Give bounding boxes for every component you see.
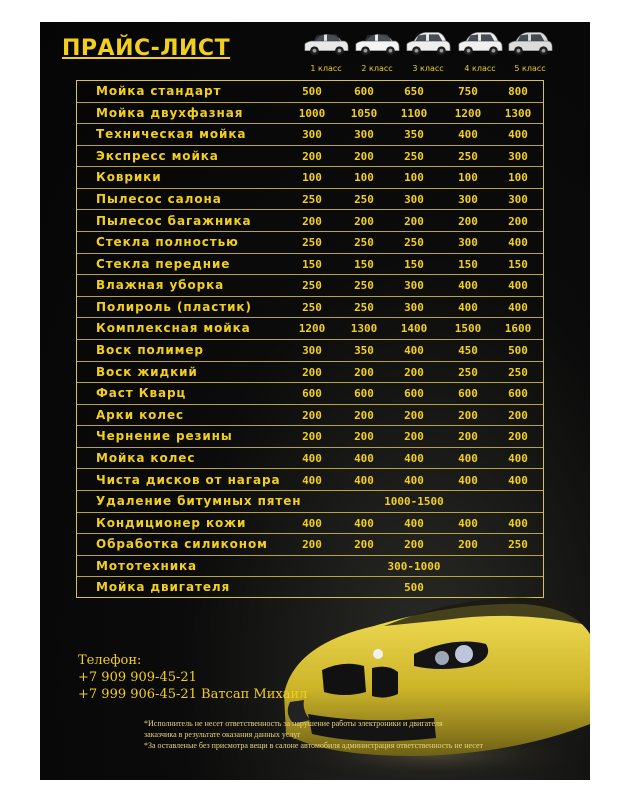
price-row [77,362,543,384]
price-row [77,211,543,233]
price-cell: 200 [404,365,424,379]
price-cell: 400 [508,516,528,530]
service-name: Комплексная мойка [96,321,251,336]
price-row [77,534,543,556]
class-label: 5 класс [514,64,546,73]
service-name: Экспресс мойка [96,148,219,163]
price-cell: 400 [458,451,478,465]
price-cell: 150 [404,257,424,271]
price-row [77,513,543,535]
price-cell: 300 [508,149,528,163]
price-cell: 400 [458,128,478,142]
price-cell: 200 [458,214,478,228]
price-cell: 400 [404,451,424,465]
price-cell: 300 [404,300,424,314]
price-cell: 300 [458,236,478,250]
price-cell: 200 [404,408,424,422]
suv-icon [456,28,504,58]
price-cell: 300 [458,192,478,206]
price-cell: 300 [508,192,528,206]
price-row [77,383,543,405]
price-cell: 100 [354,171,374,185]
price-cell: 1400 [400,322,428,336]
price-cell: 250 [508,365,528,379]
price-cell: 200 [354,365,374,379]
price-cell: 400 [508,451,528,465]
price-range: 500 [404,581,424,595]
price-cell: 200 [302,149,322,163]
service-name: Арки колес [96,407,185,422]
class-column [300,26,352,78]
price-cell: 300 [302,128,322,142]
price-cell: 100 [302,171,322,185]
price-cell: 400 [458,279,478,293]
price-cell: 1050 [350,106,378,120]
price-cell: 250 [404,236,424,250]
price-cell: 650 [404,85,424,98]
price-range: 300-1000 [387,559,441,573]
service-name: Коврики [96,170,162,185]
price-cell: 400 [404,473,424,487]
price-cell: 400 [508,300,528,314]
price-cell: 600 [302,387,322,401]
price-cell: 600 [404,387,424,401]
price-row [77,254,543,276]
price-cell: 600 [508,387,528,401]
price-row [77,167,543,189]
price-cell: 600 [354,387,374,401]
phone-number-1[interactable]: +7 909 909-45-21 [78,670,197,685]
price-cell: 150 [354,257,374,271]
price-cell: 250 [458,149,478,163]
price-cell: 150 [508,257,528,271]
sedan-icon [353,28,401,58]
price-cell: 400 [354,473,374,487]
price-cell: 200 [354,538,374,552]
price-cell: 100 [404,171,424,185]
service-name: Мойка колес [96,450,196,465]
page-title: ПРАЙС-ЛИСТ [62,36,231,61]
sedan-icon [302,28,350,58]
price-cell: 400 [302,473,322,487]
price-row [77,340,543,362]
service-name: Мойка двигателя [96,580,231,595]
price-row [77,275,543,297]
price-cell: 200 [404,538,424,552]
price-cell: 250 [458,365,478,379]
service-name: Мойка стандарт [96,84,222,98]
service-name: Мототехника [96,558,198,573]
price-cell: 400 [404,344,424,357]
price-cell: 100 [508,171,528,185]
price-cell: 200 [458,408,478,422]
phone-number-2[interactable]: +7 999 906-45-21 Ватсап Михаил [78,687,308,702]
service-name: Влажная уборка [96,278,225,293]
service-name: Техническая мойка [96,127,247,142]
price-cell: 200 [458,538,478,552]
service-name: Пылесос салона [96,191,222,206]
service-name: Воск жидкий [96,364,198,379]
price-cell: 1000 [298,106,326,120]
price-cell: 400 [354,451,374,465]
price-cell: 400 [354,516,374,530]
price-cell: 300 [302,344,322,357]
class-label: 2 класс [361,64,393,73]
class-column [402,26,454,78]
price-cell: 250 [354,300,374,314]
service-name: Мойка двухфазная [96,105,244,120]
price-cell: 100 [458,171,478,185]
price-cell: 1500 [454,322,482,336]
price-cell: 200 [354,430,374,444]
price-cell: 350 [404,128,424,142]
class-column [351,26,403,78]
service-name: Воск полимер [96,343,204,357]
price-row [77,426,543,448]
price-cell: 400 [458,300,478,314]
price-row [77,146,543,168]
price-range: 1000-1500 [384,495,444,509]
service-name: Стекла полностью [96,235,239,250]
price-cell: 600 [354,85,374,98]
price-row [77,491,543,513]
price-cell: 400 [508,473,528,487]
service-name: Фаст Кварц [96,386,187,401]
class-label: 3 класс [412,64,444,73]
price-cell: 400 [458,473,478,487]
price-row [77,470,543,492]
price-cell: 200 [404,214,424,228]
price-cell: 750 [458,85,478,98]
price-cell: 200 [354,408,374,422]
price-cell: 300 [354,128,374,142]
price-cell: 250 [302,279,322,293]
service-name: Стекла передние [96,256,231,271]
price-cell: 150 [302,257,322,271]
price-row [77,124,543,146]
price-cell: 400 [302,451,322,465]
contacts-block [78,652,307,703]
price-cell: 1300 [504,106,532,120]
service-name: Удаление битумных пятен [96,494,302,509]
price-cell: 400 [508,236,528,250]
price-cell: 400 [404,516,424,530]
suv-icon [404,28,452,58]
service-name: Пылесос багажника [96,213,252,228]
service-name: Обработка силиконом [96,537,268,552]
price-cell: 300 [404,192,424,206]
price-cell: 600 [458,387,478,401]
price-row [77,81,543,103]
price-cell: 200 [404,430,424,444]
price-cell: 1200 [454,106,482,120]
service-name: Чернение резины [96,429,233,444]
price-cell: 200 [508,408,528,422]
price-cell: 500 [508,344,528,357]
price-cell: 250 [354,279,374,293]
price-cell: 150 [458,257,478,271]
price-row [77,318,543,340]
price-cell: 200 [508,430,528,444]
price-cell: 200 [354,149,374,163]
price-cell: 200 [302,538,322,552]
price-cell: 400 [302,516,322,530]
price-cell: 400 [508,128,528,142]
price-cell: 400 [458,516,478,530]
note-line: *За оставленые без присмотра вещи в салоне автомобиля администрация ответственность не несет [144,741,483,750]
service-name: Чиста дисков от нагара [96,472,281,487]
price-table [76,80,544,598]
price-cell: 1200 [298,322,326,336]
price-cell: 200 [508,214,528,228]
note-line: *Исполнитель не несет ответственность за нарушение работы электроники и двигателя [144,719,443,728]
class-column [454,26,506,78]
price-cell: 200 [302,214,322,228]
disclaimer-notes [144,718,584,751]
phone-label: Телефон: [78,653,142,668]
note-line: заказчика в результате оказания данных услуг [144,730,301,739]
service-name: Полироль (пластик) [96,299,252,314]
price-cell: 450 [458,344,478,357]
class-label: 4 класс [464,64,496,73]
suv-icon [506,28,554,58]
price-cell: 250 [404,149,424,163]
price-cell: 250 [354,236,374,250]
price-cell: 800 [508,85,528,98]
price-cell: 300 [404,279,424,293]
price-cell: 200 [302,408,322,422]
price-cell: 1300 [350,322,378,336]
price-cell: 200 [302,430,322,444]
price-cell: 250 [508,538,528,552]
service-name: Кондиционер кожи [96,515,247,530]
price-row [77,189,543,211]
price-row [77,405,543,427]
price-cell: 200 [458,430,478,444]
price-cell: 250 [354,192,374,206]
class-label: 1 класс [310,64,342,73]
price-cell: 200 [302,365,322,379]
price-row [77,103,543,125]
price-cell: 250 [302,300,322,314]
price-row [77,232,543,254]
price-list-sheet [40,22,590,780]
price-row [77,297,543,319]
class-column [504,26,556,78]
price-cell: 350 [354,344,374,357]
price-cell: 250 [302,192,322,206]
price-cell: 1600 [504,322,532,336]
price-cell: 500 [302,85,322,98]
price-cell: 400 [508,279,528,293]
price-cell: 1100 [400,106,428,120]
price-cell: 200 [354,214,374,228]
price-row [77,448,543,470]
price-cell: 250 [302,236,322,250]
car-class-header [298,26,556,78]
